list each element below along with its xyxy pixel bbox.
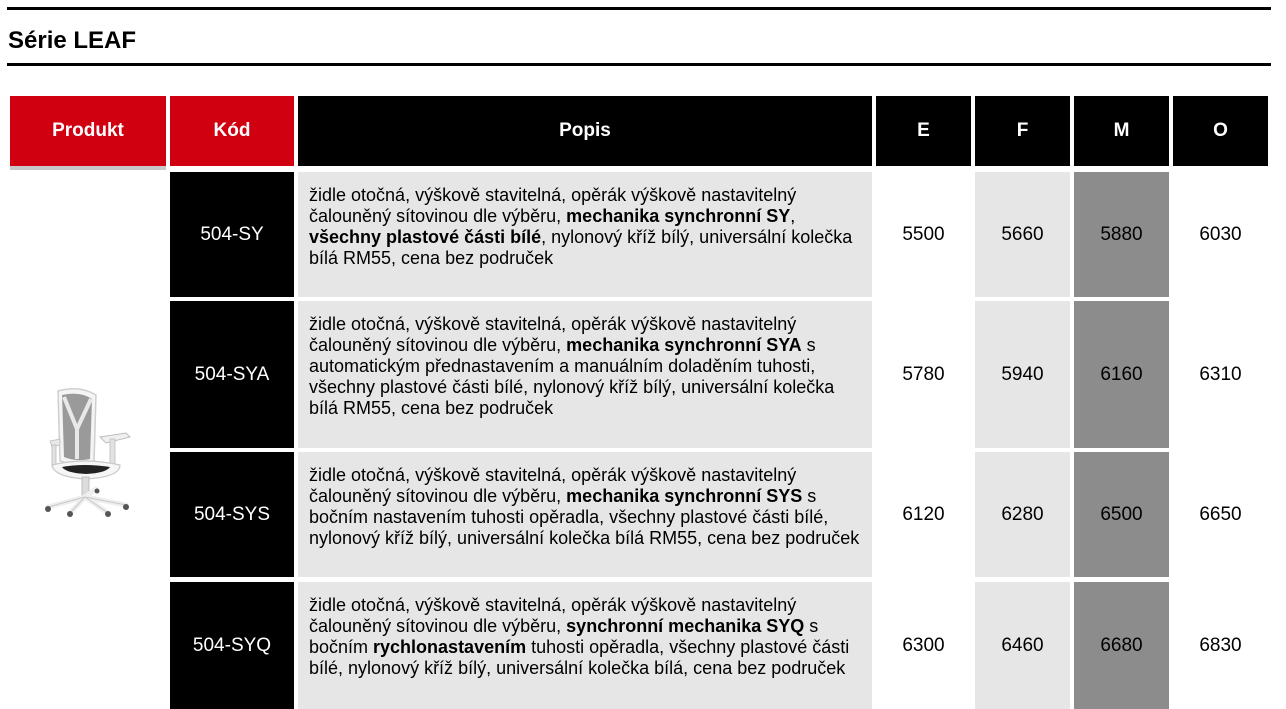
header-product: Produkt <box>10 96 166 170</box>
description-segment: , nylonový kříž bílý, universální kolečka bílá RM55, cena bez područek <box>309 227 853 268</box>
description-segment: židle otočná, výškově stavitelná, opěrák výškově nastavitelný čalouněný sítovinou dle výběru, <box>309 314 797 355</box>
header-e: E <box>876 96 971 166</box>
description-bold-segment: mechanika synchronní SYA <box>566 335 802 355</box>
description-bold-segment: rychlonastavením <box>373 637 527 657</box>
product-code: 504-SYA <box>170 301 294 448</box>
price-m: 6500 <box>1074 452 1169 577</box>
price-m: 6160 <box>1074 301 1169 448</box>
description-bold-segment: synchronní mechanika SYQ <box>566 616 805 636</box>
price-o: 6830 <box>1173 582 1268 709</box>
price-m: 6680 <box>1074 582 1169 709</box>
description-segment: s automatickým přednastavením a manuálním doladěním tuhosti, všechny plastové části bílé, nylonový kříž bílý, universální kolečka bílá RM55, cena bez područek <box>309 335 835 418</box>
top-rule <box>7 7 1271 10</box>
description-segment: židle otočná, výškově stavitelná, opěrák výškově nastavitelný čalouněný sítovinou dle výběru, <box>309 465 797 506</box>
description-bold-segment: všechny plastové části bílé <box>309 227 542 247</box>
price-e: 6120 <box>876 452 971 577</box>
description-segment: tuhosti opěradla, všechny plastové části bílé, nylonový kříž bílý, universální kolečka bílá, cena bez područek <box>309 637 850 678</box>
price-f: 6280 <box>975 452 1070 577</box>
price-o: 6030 <box>1173 172 1268 297</box>
description-segment: , <box>790 206 796 226</box>
price-o: 6650 <box>1173 452 1268 577</box>
header-description: Popis <box>298 96 872 166</box>
price-f: 5660 <box>975 172 1070 297</box>
price-f: 6460 <box>975 582 1070 709</box>
product-description <box>298 172 872 297</box>
description-segment: židle otočná, výškově stavitelná, opěrák výškově nastavitelný čalouněný sítovinou dle výběru, <box>309 595 797 636</box>
description-segment: židle otočná, výškově stavitelná, opěrák výškově nastavitelný čalouněný sítovinou dle výběru, <box>309 185 797 226</box>
product-description <box>298 301 872 448</box>
price-e: 6300 <box>876 582 971 709</box>
page-title: Série LEAF <box>8 27 137 54</box>
product-chair-image <box>40 385 136 517</box>
price-e: 5500 <box>876 172 971 297</box>
price-e: 5780 <box>876 301 971 448</box>
product-description <box>298 452 872 577</box>
description-bold-segment: mechanika synchronní SY <box>566 206 791 226</box>
header-f: F <box>975 96 1070 166</box>
price-m: 5880 <box>1074 172 1169 297</box>
product-description <box>298 582 872 709</box>
header-m: M <box>1074 96 1169 166</box>
product-code: 504-SYS <box>170 452 294 577</box>
description-bold-segment: mechanika synchronní SYS <box>566 486 803 506</box>
description-segment: s bočním <box>309 616 819 657</box>
product-code: 504-SY <box>170 172 294 297</box>
price-o: 6310 <box>1173 301 1268 448</box>
header-o: O <box>1173 96 1268 166</box>
price-f: 5940 <box>975 301 1070 448</box>
description-segment: s bočním nastavením tuhosti opěradla, všechny plastové části bílé, nylonový kříž bílý, universální kolečka bílá RM55, cena bez područek <box>309 486 860 548</box>
product-code: 504-SYQ <box>170 582 294 709</box>
title-underline <box>7 63 1271 66</box>
header-code: Kód <box>170 96 294 166</box>
